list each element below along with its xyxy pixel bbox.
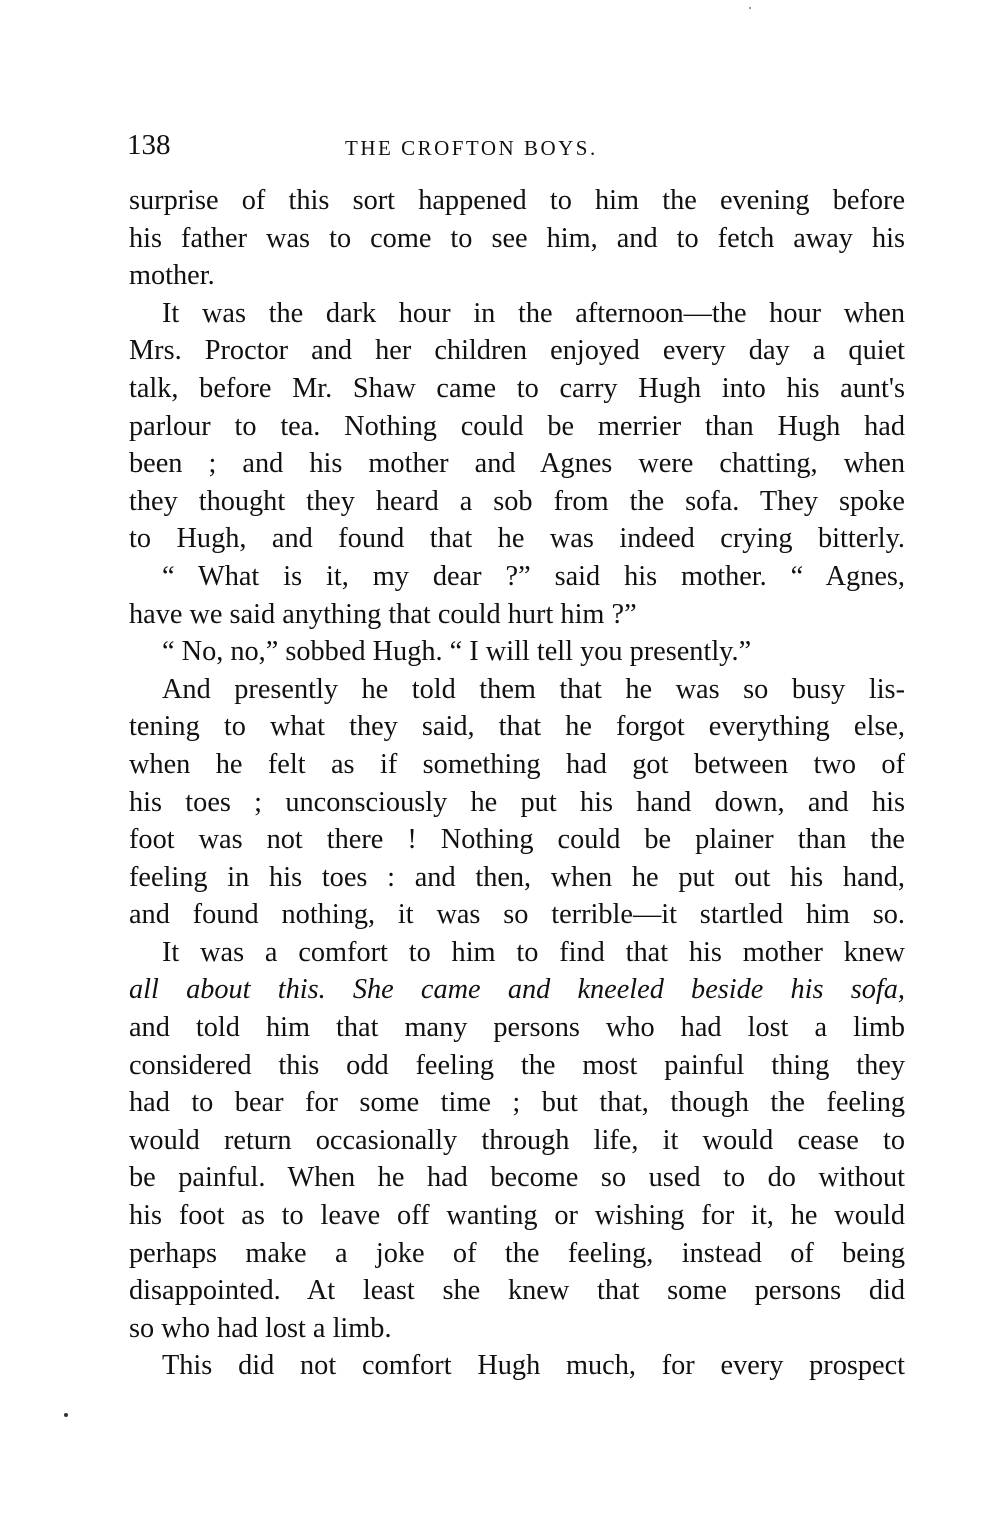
text-line: had to bear for some time ; but that, though the feeling	[129, 1087, 905, 1119]
text-line: would return occasionally through life, it would cease to	[129, 1124, 905, 1156]
text-line: his toes ; unconsciously he put his hand down, and his	[129, 786, 905, 818]
paragraph-start-line: “ What is it, my dear ?” said his mother. “ Agnes,	[162, 560, 905, 592]
paragraph-start-line: “ No, no,” sobbed Hugh. “ I will tell you presently.”	[162, 636, 752, 668]
text-line: feeling in his toes : and then, when he put out his hand,	[129, 861, 905, 893]
text-line: mother.	[129, 260, 215, 292]
text-line: foot was not there ! Nothing could be plainer than the	[129, 824, 905, 856]
text-line: they thought they heard a sob from the sofa. They spoke	[129, 485, 905, 517]
text-line: talk, before Mr. Shaw came to carry Hugh into his aunt's	[129, 372, 905, 404]
text-line: and found nothing, it was so terrible—it startled him so.	[129, 899, 905, 931]
running-head: THE CROFTON BOYS.	[345, 136, 598, 160]
print-speck	[64, 1413, 68, 1417]
italic-text-line: all about this. She came and kneeled beside his sofa,	[129, 974, 905, 1006]
paragraph-start-line: It was a comfort to him to find that his mother knew	[162, 936, 905, 968]
text-line: his father was to come to see him, and to fetch away his	[129, 222, 905, 254]
text-line: be painful. When he had become so used to do without	[129, 1162, 905, 1194]
body-text	[129, 182, 905, 1385]
paragraph-start-line: And presently he told them that he was so busy lis-	[162, 673, 905, 705]
text-line: when he felt as if something had got between two of	[129, 748, 905, 780]
text-line: perhaps make a joke of the feeling, instead of being	[129, 1237, 905, 1269]
text-line: Mrs. Proctor and her children enjoyed every day a quiet	[129, 335, 905, 367]
paragraph-start-line: This did not comfort Hugh much, for every prospect	[162, 1350, 905, 1382]
paragraph-start-line: It was the dark hour in the afternoon—the hour when	[162, 297, 905, 329]
text-line: so who had lost a limb.	[129, 1312, 392, 1344]
text-line: surprise of this sort happened to him the evening before	[129, 185, 905, 216]
page-number: 138	[127, 129, 171, 161]
text-line: tening to what they said, that he forgot everything else,	[129, 711, 905, 743]
text-line: have we said anything that could hurt him ?”	[129, 598, 637, 630]
text-line: considered this odd feeling the most painful thing they	[129, 1049, 905, 1081]
text-line: to Hugh, and found that he was indeed crying bitterly.	[129, 523, 905, 555]
page-header	[127, 125, 907, 165]
text-line: been ; and his mother and Agnes were chatting, when	[129, 448, 905, 480]
text-line: disappointed. At least she knew that some persons did	[129, 1275, 905, 1307]
text-line: parlour to tea. Nothing could be merrier than Hugh had	[129, 410, 905, 442]
text-line: and told him that many persons who had lost a limb	[129, 1012, 905, 1044]
print-speck	[749, 7, 751, 9]
text-line: his foot as to leave off wanting or wishing for it, he would	[129, 1200, 905, 1232]
